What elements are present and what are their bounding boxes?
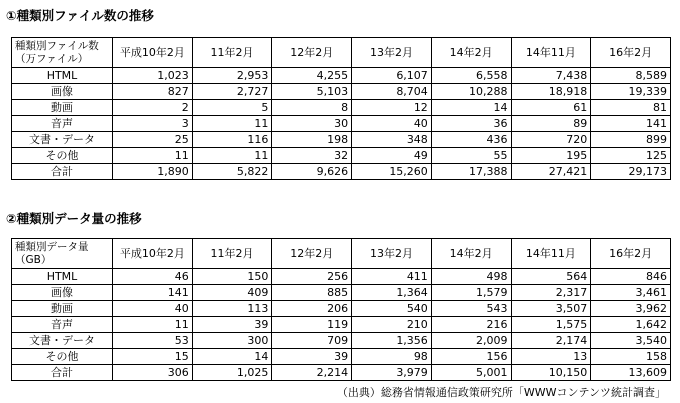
column-header: 14年11月 [511,239,591,269]
table-cell: 210 [352,317,432,333]
table-cell: 300 [192,333,272,349]
table-cell: 10,150 [511,365,591,381]
table-cell: 564 [511,269,591,285]
table-corner-label: 種類別ファイル数 （万ファイル） [12,38,113,68]
table-cell: 411 [352,269,432,285]
table-cell: 6,107 [352,68,432,84]
table-cell: 27,421 [511,164,591,180]
column-header: 14年2月 [431,239,511,269]
table-cell: 32 [272,148,352,164]
column-header: 平成10年2月 [113,239,193,269]
table-cell: 116 [192,132,272,148]
table-cell: 11 [192,116,272,132]
column-header: 13年2月 [352,38,432,68]
table-cell: 46 [113,269,193,285]
column-header: 11年2月 [192,38,272,68]
table-cell: 5,001 [431,365,511,381]
table-cell: 29,173 [591,164,671,180]
data-volume-table [11,238,671,381]
table-row [12,269,671,285]
column-header: 14年11月 [511,38,591,68]
table-cell: 1,356 [352,333,432,349]
table-cell: 11 [113,148,193,164]
table-cell: 3,461 [591,285,671,301]
row-label: 合計 [12,164,113,180]
table-row [12,164,671,180]
row-label: 音声 [12,317,113,333]
table-cell: 156 [431,349,511,365]
table-row [12,148,671,164]
table-cell: 2,009 [431,333,511,349]
table-cell: 125 [591,148,671,164]
column-header: 12年2月 [272,239,352,269]
table-cell: 543 [431,301,511,317]
table-cell: 9,626 [272,164,352,180]
column-header: 12年2月 [272,38,352,68]
table-cell: 141 [591,116,671,132]
column-header: 16年2月 [591,239,671,269]
row-label: HTML [12,68,113,84]
table-cell: 13 [511,349,591,365]
table-corner-label: 種類別データ量 （GB） [12,239,113,269]
table-cell: 436 [431,132,511,148]
table-cell: 13,609 [591,365,671,381]
table-cell: 11 [113,317,193,333]
table-cell: 2 [113,100,193,116]
table-cell: 3 [113,116,193,132]
table-cell: 540 [352,301,432,317]
table-row [12,333,671,349]
table-cell: 256 [272,269,352,285]
table-cell: 12 [352,100,432,116]
table-cell: 18,918 [511,84,591,100]
table-cell: 899 [591,132,671,148]
section-title-file-count: ①種類別ファイル数の推移 [6,8,154,23]
table-cell: 1,575 [511,317,591,333]
row-label: 動画 [12,100,113,116]
table-row [12,301,671,317]
table-cell: 1,579 [431,285,511,301]
row-label: その他 [12,349,113,365]
table-cell: 885 [272,285,352,301]
table-cell: 1,025 [192,365,272,381]
table-cell: 846 [591,269,671,285]
table-cell: 2,953 [192,68,272,84]
column-header: 14年2月 [431,38,511,68]
table-cell: 150 [192,269,272,285]
table-cell: 348 [352,132,432,148]
table-cell: 10,288 [431,84,511,100]
table-cell: 14 [431,100,511,116]
table-cell: 1,364 [352,285,432,301]
row-label: 動画 [12,301,113,317]
table-cell: 198 [272,132,352,148]
table-cell: 19,339 [591,84,671,100]
column-header: 11年2月 [192,239,272,269]
table-cell: 1,023 [113,68,193,84]
table-cell: 113 [192,301,272,317]
table-cell: 3,962 [591,301,671,317]
table-cell: 720 [511,132,591,148]
table-cell: 306 [113,365,193,381]
table-header-row [12,239,671,269]
table-cell: 195 [511,148,591,164]
row-label: 文書・データ [12,333,113,349]
table-cell: 3,979 [352,365,432,381]
table-cell: 141 [113,285,193,301]
row-label: 音声 [12,116,113,132]
table-row [12,132,671,148]
table-cell: 1,642 [591,317,671,333]
table-cell: 25 [113,132,193,148]
table-cell: 39 [192,317,272,333]
table-cell: 7,438 [511,68,591,84]
file-count-table [11,37,671,180]
table-cell: 61 [511,100,591,116]
table-cell: 49 [352,148,432,164]
column-header: 平成10年2月 [113,38,193,68]
table-cell: 30 [272,116,352,132]
table-row [12,116,671,132]
table-cell: 15,260 [352,164,432,180]
column-header: 13年2月 [352,239,432,269]
row-label: 合計 [12,365,113,381]
table-cell: 98 [352,349,432,365]
table-cell: 3,507 [511,301,591,317]
table-cell: 53 [113,333,193,349]
table-cell: 39 [272,349,352,365]
table-row [12,100,671,116]
table-cell: 2,174 [511,333,591,349]
table-cell: 17,388 [431,164,511,180]
row-label: 画像 [12,84,113,100]
table-row [12,84,671,100]
table-cell: 11 [192,148,272,164]
table-cell: 2,727 [192,84,272,100]
table-cell: 8 [272,100,352,116]
table-cell: 8,704 [352,84,432,100]
table-cell: 119 [272,317,352,333]
table-header-row [12,38,671,68]
table-cell: 81 [591,100,671,116]
row-label: HTML [12,269,113,285]
row-label: 文書・データ [12,132,113,148]
table-row [12,349,671,365]
table-cell: 2,214 [272,365,352,381]
table-cell: 216 [431,317,511,333]
table-cell: 5 [192,100,272,116]
table-cell: 14 [192,349,272,365]
table-cell: 36 [431,116,511,132]
table-cell: 89 [511,116,591,132]
table-cell: 3,540 [591,333,671,349]
table-row [12,285,671,301]
table-cell: 5,822 [192,164,272,180]
table-cell: 5,103 [272,84,352,100]
table-cell: 55 [431,148,511,164]
table-row [12,317,671,333]
table-cell: 827 [113,84,193,100]
table-cell: 4,255 [272,68,352,84]
row-label: 画像 [12,285,113,301]
column-header: 16年2月 [591,38,671,68]
table-cell: 158 [591,349,671,365]
table-cell: 409 [192,285,272,301]
table-cell: 709 [272,333,352,349]
table-cell: 498 [431,269,511,285]
table-row [12,365,671,381]
table-row [12,68,671,84]
source-note: （出典）総務省情報通信政策研究所「WWWコンテンツ統計調査」 [336,386,666,399]
table-cell: 2,317 [511,285,591,301]
section-title-data-volume: ②種類別データ量の推移 [6,211,142,226]
table-cell: 8,589 [591,68,671,84]
table-cell: 6,558 [431,68,511,84]
table-cell: 40 [113,301,193,317]
table-cell: 206 [272,301,352,317]
table-cell: 15 [113,349,193,365]
table-cell: 1,890 [113,164,193,180]
table-cell: 40 [352,116,432,132]
row-label: その他 [12,148,113,164]
